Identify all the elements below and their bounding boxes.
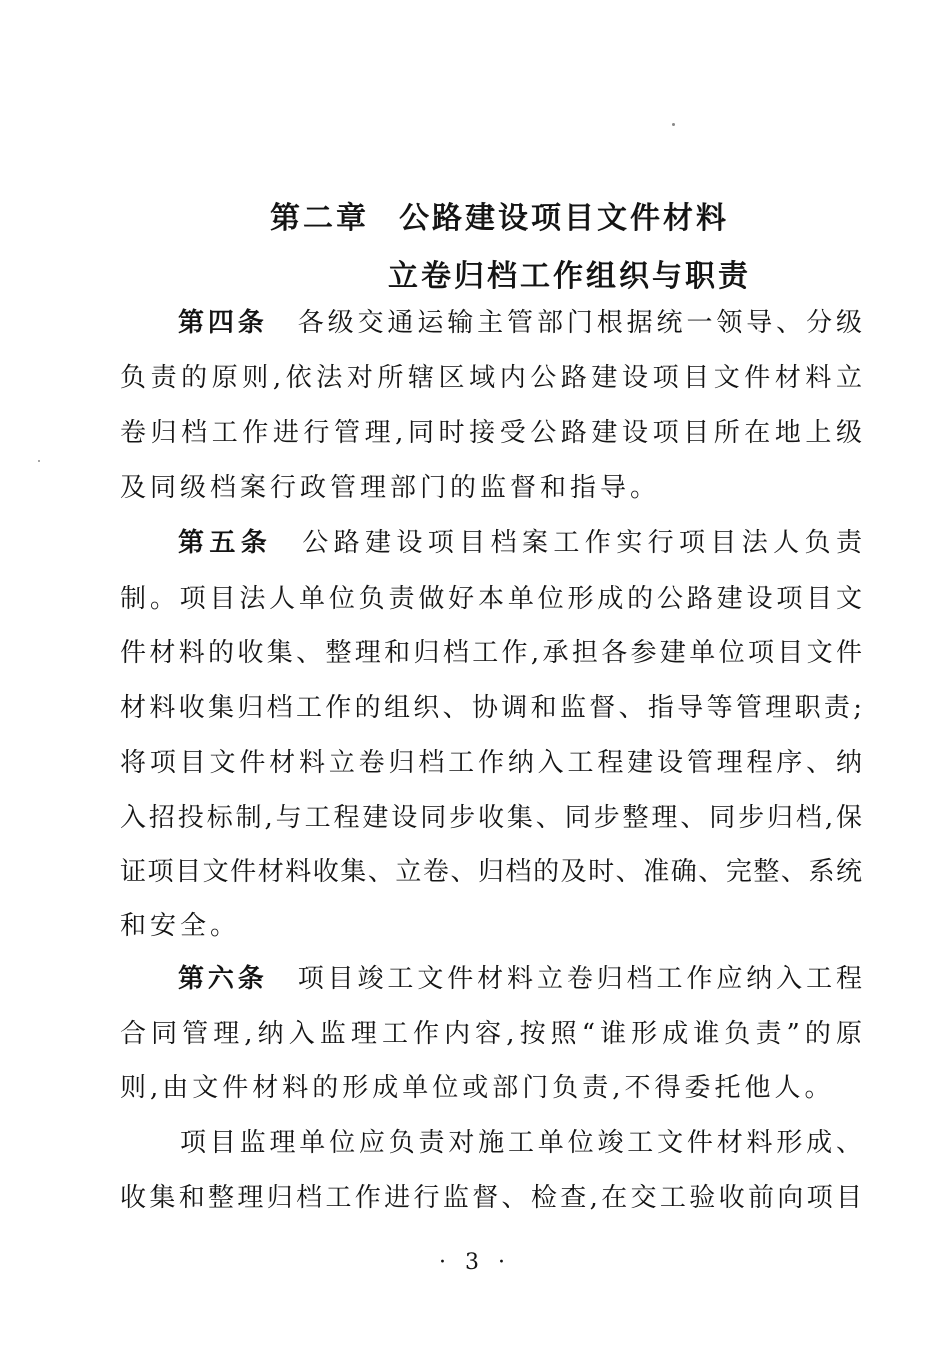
article-4-heading: 第四条 <box>178 308 268 338</box>
article-4-line-3: 卷归档工作进行管理,同时接受公路建设项目所在地上级 <box>120 418 862 448</box>
article-5-line-3: 件材料的收集、整理和归档工作,承担各参建单位项目文件 <box>120 638 862 668</box>
chapter-title-line-2: 立卷归档工作组织与职责 <box>388 259 751 294</box>
article-5-line-2: 制。项目法人单位负责做好本单位形成的公路建设项目文 <box>120 584 862 614</box>
article-6-line-3: 则,由文件材料的形成单位或部门负责,不得委托他人。 <box>120 1073 835 1103</box>
scan-speck <box>672 123 675 126</box>
article-6-heading: 第六条 <box>178 964 268 994</box>
article-5-line-8: 和安全。 <box>120 911 241 941</box>
chapter-number: 第二章 <box>270 201 369 236</box>
article-6-line-1: 第六条 项目竣工文件材料立卷归档工作应纳入工程 <box>178 964 862 994</box>
paragraph-line-2: 收集和整理归档工作进行监督、检查,在交工验收前向项目 <box>120 1183 862 1213</box>
chapter-title-line-1 <box>270 193 729 237</box>
scan-speck <box>38 460 40 462</box>
article-4-line-4: 及同级档案行政管理部门的监督和指导。 <box>120 473 661 503</box>
chapter-title-text: 公路建设项目文件材料 <box>399 201 729 236</box>
article-5-line-5: 将项目文件材料立卷归档工作纳入工程建设管理程序、纳 <box>120 748 862 778</box>
paragraph-line-1: 项目监理单位应负责对施工单位竣工文件材料形成、 <box>180 1128 862 1158</box>
page-number: · 3 · <box>439 1250 511 1275</box>
article-5-heading: 第五条 <box>178 528 273 558</box>
article-5-line-6: 入招投标制,与工程建设同步收集、同步整理、同步归档,保 <box>120 803 862 833</box>
article-5-line-7: 证项目文件材料收集、立卷、归档的及时、准确、完整、系统 <box>120 857 862 887</box>
article-4-line-1: 第四条 各级交通运输主管部门根据统一领导、分级 <box>178 308 862 338</box>
article-5-line-1: 第五条 公路建设项目档案工作实行项目法人负责 <box>178 528 862 558</box>
article-5-line-4: 材料收集归档工作的组织、协调和监督、指导等管理职责; <box>120 693 862 723</box>
article-4-line-2: 负责的原则,依法对所辖区域内公路建设项目文件材料立 <box>120 363 862 393</box>
article-6-line-2: 合同管理,纳入监理工作内容,按照“谁形成谁负责”的原 <box>120 1019 862 1049</box>
